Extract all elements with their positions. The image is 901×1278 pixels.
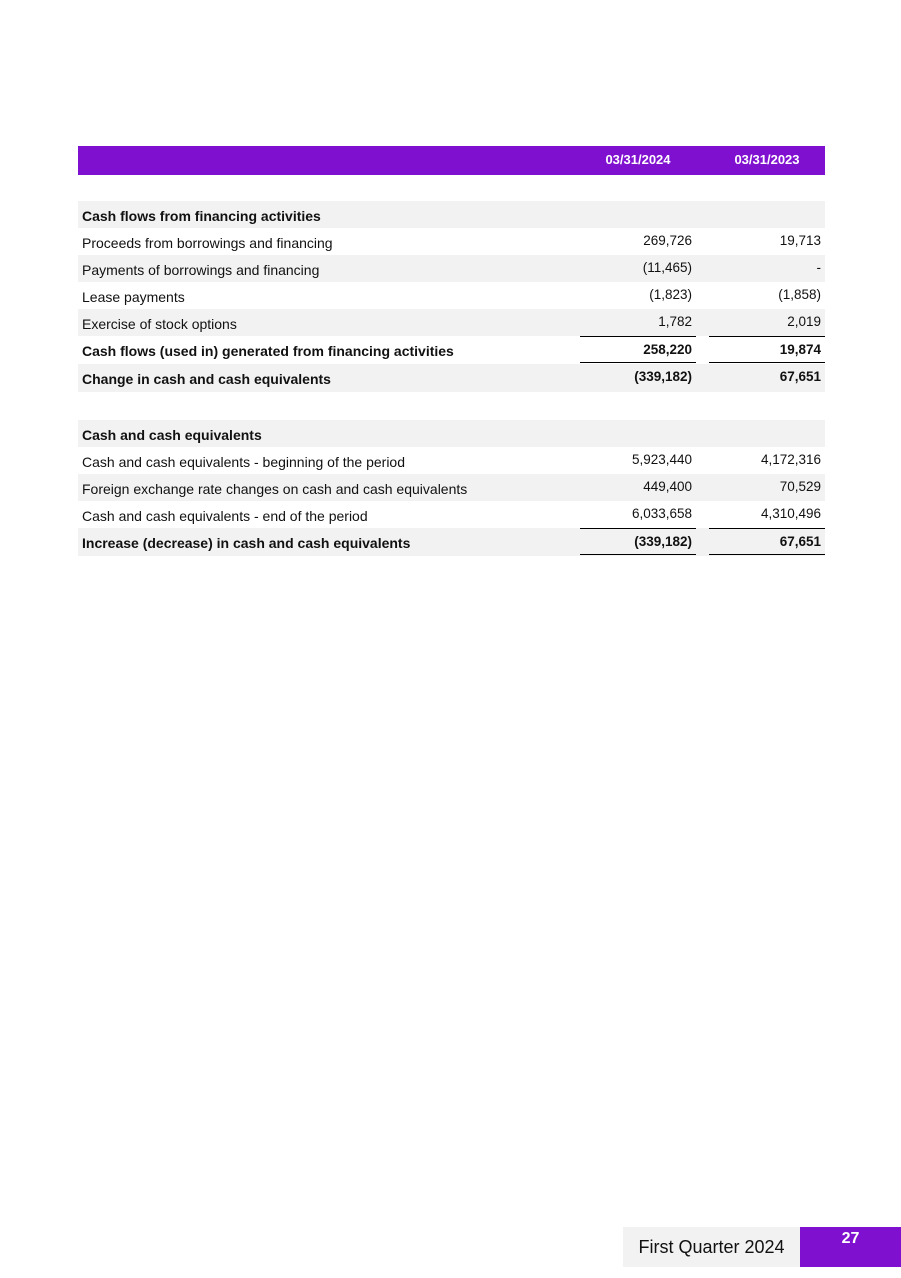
table-row: Foreign exchange rate changes on cash and cash equivalents 449,400 70,529 xyxy=(78,474,825,501)
table-row: Cash and cash equivalents - beginning of the period 5,923,440 4,172,316 xyxy=(82,452,821,470)
change-in-cash-row: Change in cash and cash equivalents (339,182) 67,651 xyxy=(78,364,825,392)
cash-flow-table xyxy=(78,146,825,556)
column-header-2024: 03/31/2024 xyxy=(605,152,671,167)
financing-total-row: Cash flows (used in) generated from financing activities 258,220 19,874 xyxy=(78,336,825,364)
table-header xyxy=(78,146,825,175)
section-heading-financing: Cash flows from financing activities xyxy=(78,201,825,228)
footer-report-label: First Quarter 2024 xyxy=(623,1227,800,1267)
column-header-2023: 03/31/2023 xyxy=(734,152,800,167)
section-heading-cash: Cash and cash equivalents xyxy=(78,420,825,447)
table-row: Lease payments (1,823) (1,858) xyxy=(82,287,821,305)
cash-total-row: Increase (decrease) in cash and cash equivalents (339,182) 67,651 xyxy=(78,528,825,556)
table-row: Cash and cash equivalents - end of the period 6,033,658 4,310,496 xyxy=(82,506,821,524)
table-row: Proceeds from borrowings and financing 269,726 19,713 xyxy=(82,233,821,251)
page-number: 27 xyxy=(800,1227,901,1267)
table-row: Payments of borrowings and financing (11,465) - xyxy=(78,255,825,282)
table-row: Exercise of stock options 1,782 2,019 xyxy=(78,309,825,336)
